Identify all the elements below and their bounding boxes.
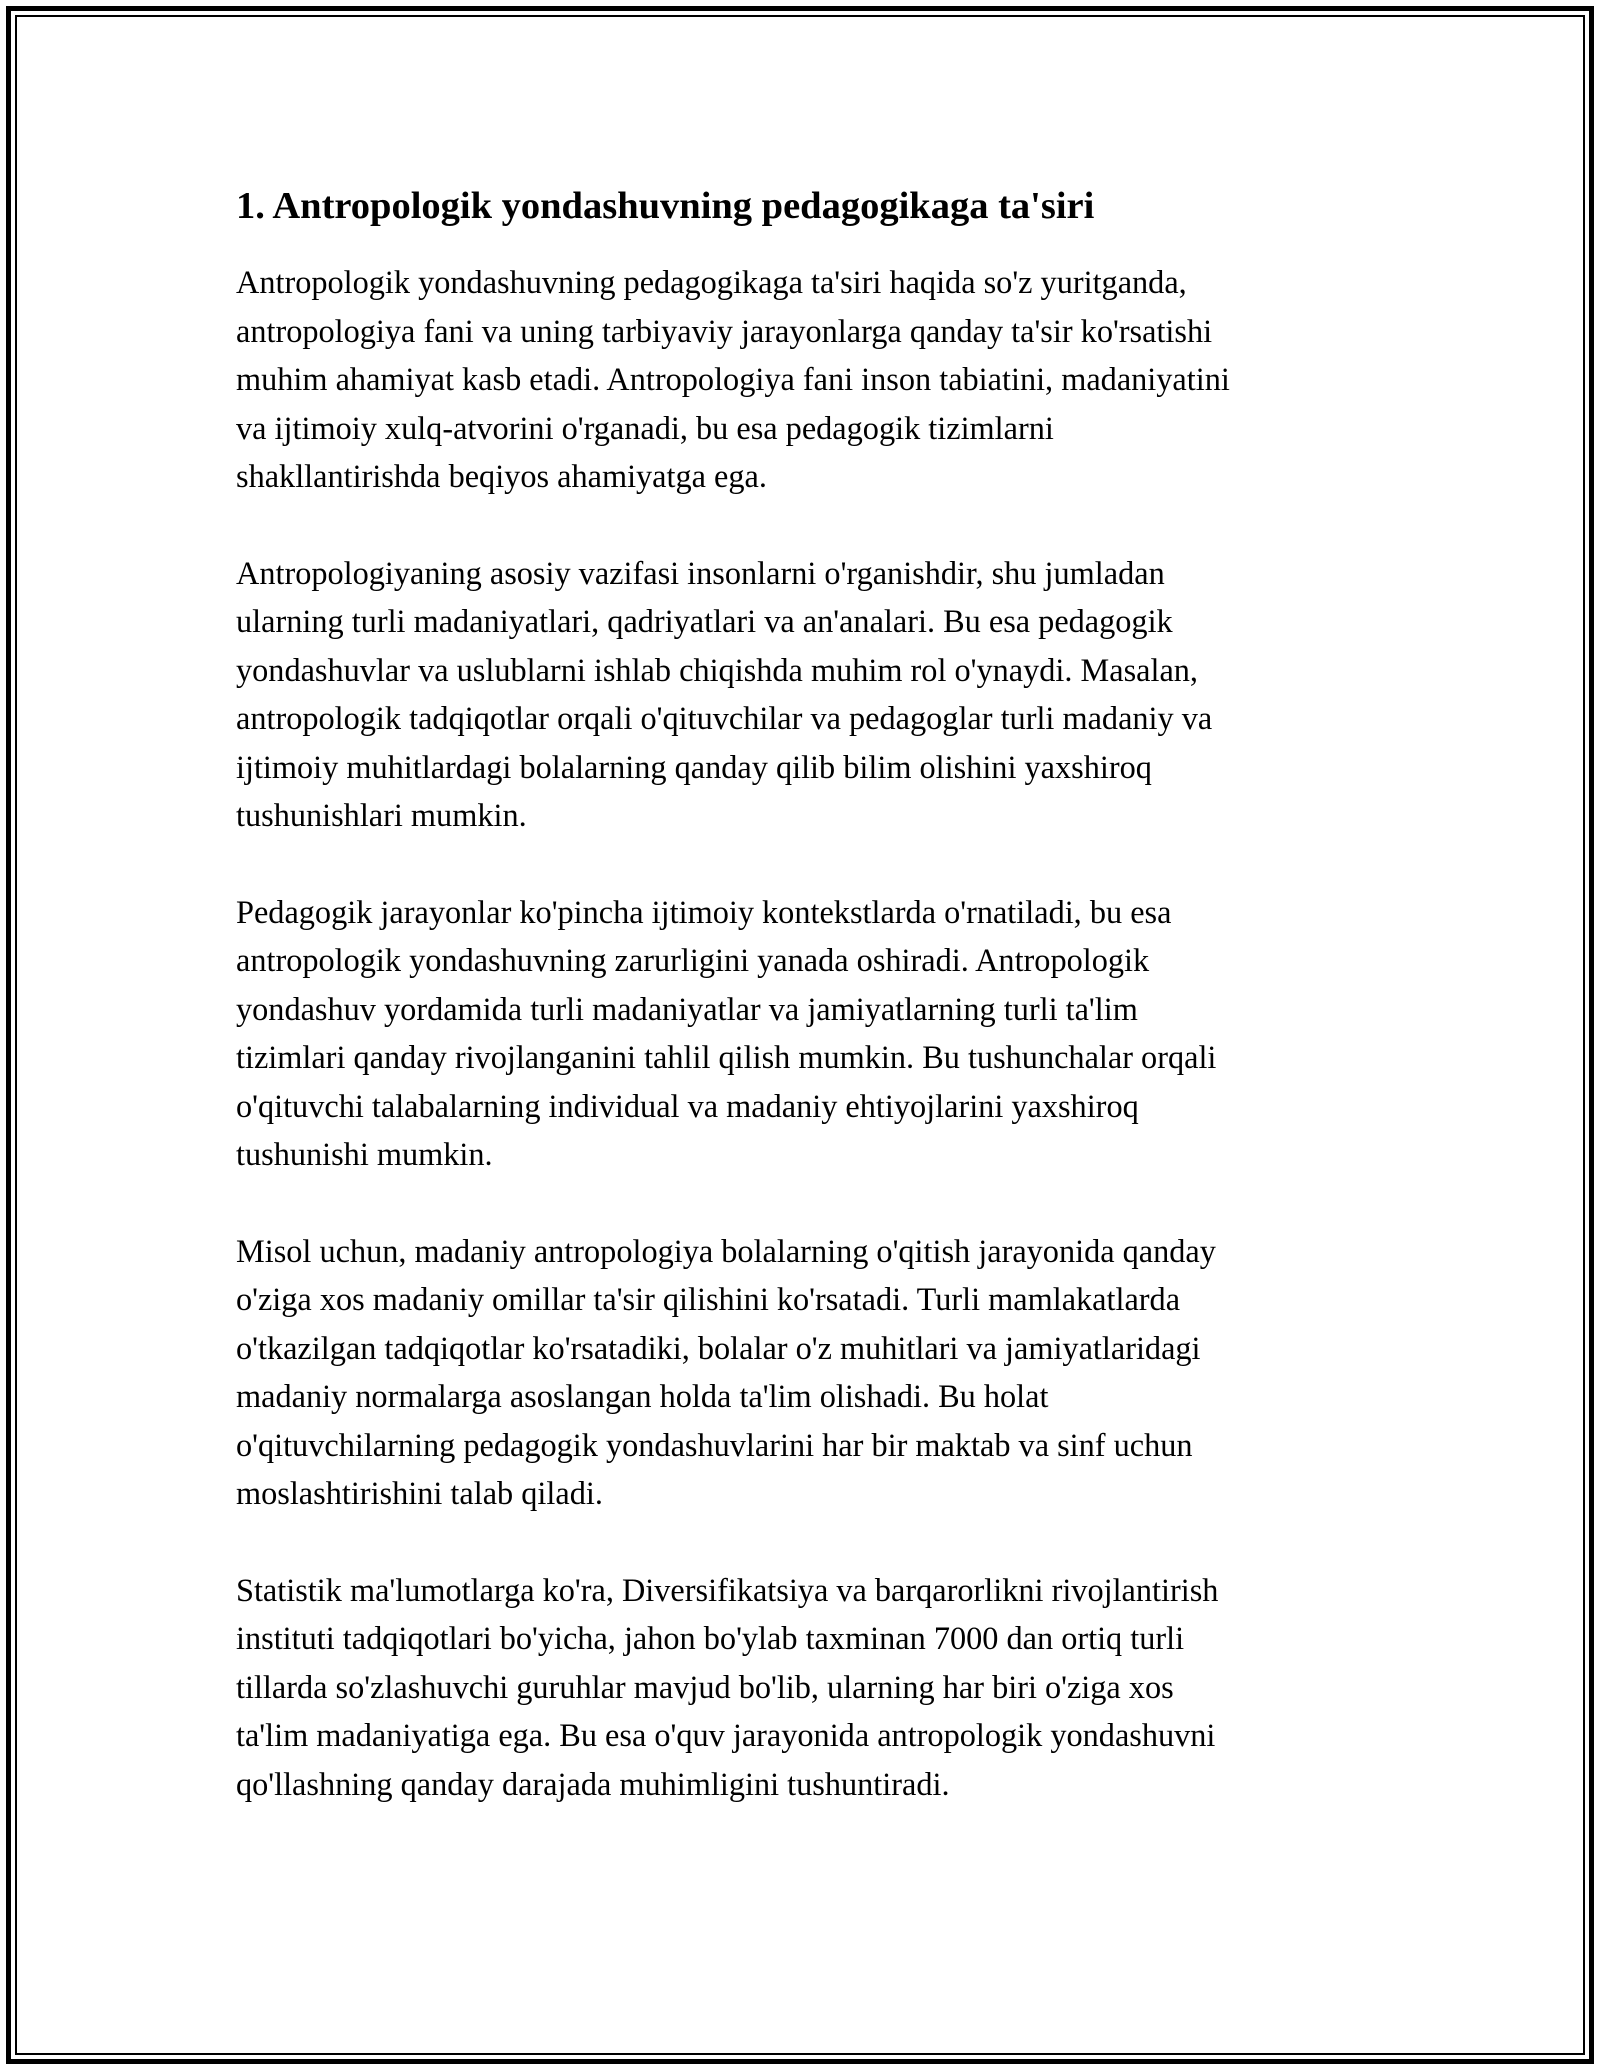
text-line: shakllantirishda beqiyos ahamiyatga ega. <box>236 458 767 494</box>
text-line: yondashuv yordamida turli madaniyatlar va jamiyatlarning turli ta'lim <box>236 990 1138 1027</box>
text-line: ta'lim madaniyatiga ega. Bu esa o'quv jarayonida antropologik yondashuvni <box>236 1717 1216 1753</box>
text-line: ularning turli madaniyatlari, qadriyatlari va an'analari. Bu esa pedagogik <box>236 603 1173 639</box>
text-line: Statistik ma'lumotlarga ko'ra, Diversifikatsiya va barqarorlikni rivojlantirish <box>236 1571 1219 1608</box>
paragraph-1 <box>236 258 1386 501</box>
text-line: tushunishi mumkin. <box>236 1136 493 1172</box>
text-line: o'tkazilgan tadqiqotlar ko'rsatadiki, bolalar o'z muhitlari va jamiyatlaridagi <box>236 1329 1201 1366</box>
text-line: ijtimoiy muhitlardagi bolalarning qanday qilib bilim olishini yaxshiroq <box>236 748 1152 785</box>
text-line: tushunishlari mumkin. <box>236 797 527 833</box>
text-line: qo'llashning qanday darajada muhimligini tushuntiradi. <box>236 1765 950 1802</box>
document-body <box>236 182 1386 1856</box>
paragraph-4 <box>236 1227 1386 1518</box>
text-line: va ijtimoiy xulq-atvorini o'rganadi, bu esa pedagogik tizimlarni <box>236 409 1054 446</box>
text-line: o'qituvchi talabalarning individual va madaniy ehtiyojlarini yaxshiroq <box>236 1087 1139 1124</box>
text-line: yondashuvlar va uslublarni ishlab chiqishda muhim rol o'ynaydi. Masalan, <box>236 651 1198 688</box>
text-line: tizimlari qanday rivojlanganini tahlil qilish mumkin. Bu tushunchalar orqali <box>236 1039 1217 1075</box>
section-heading: 1. Antropologik yondashuvning pedagogikaga ta'siri <box>236 185 1095 227</box>
text-line: antropologiya fani va uning tarbiyaviy jarayonlarga qanday ta'sir ko'rsatishi <box>236 312 1213 349</box>
text-line: instituti tadqiqotlari bo'yicha, jahon bo'ylab taxminan 7000 dan ortiq turli <box>236 1620 1185 1656</box>
text-line: tillarda so'zlashuvchi guruhlar mavjud bo'lib, ularning har biri o'ziga xos <box>236 1668 1174 1705</box>
paragraph-5 <box>236 1566 1386 1809</box>
text-line: antropologik yondashuvning zarurligini yanada oshiradi. Antropologik <box>236 942 1150 978</box>
text-line: Antropologik yondashuvning pedagogikaga ta'siri haqida so'z yuritganda, <box>236 264 1187 300</box>
text-line: moslashtirishini talab qiladi. <box>236 1475 603 1511</box>
text-line: Misol uchun, madaniy antropologiya bolalarning o'qitish jarayonida qanday <box>236 1232 1216 1269</box>
text-line: Pedagogik jarayonlar ko'pincha ijtimoiy kontekstlarda o'rnatiladi, bu esa <box>236 893 1172 930</box>
text-line: Antropologiyaning asosiy vazifasi insonlarni o'rganishdir, shu jumladan <box>236 554 1165 591</box>
paragraph-2 <box>236 549 1386 840</box>
text-line: o'ziga xos madaniy omillar ta'sir qilishini ko'rsatadi. Turli mamlakatlarda <box>236 1281 1181 1317</box>
text-line: o'qituvchilarning pedagogik yondashuvlarini har bir maktab va sinf uchun <box>236 1426 1193 1463</box>
text-line: muhim ahamiyat kasb etadi. Antropologiya fani inson tabiatini, madaniyatini <box>236 361 1230 397</box>
text-line: antropologik tadqiqotlar orqali o'qituvchilar va pedagoglar turli madaniy va <box>236 700 1213 736</box>
text-line: madaniy normalarga asoslangan holda ta'lim olishadi. Bu holat <box>236 1378 1049 1414</box>
paragraph-3 <box>236 888 1386 1179</box>
